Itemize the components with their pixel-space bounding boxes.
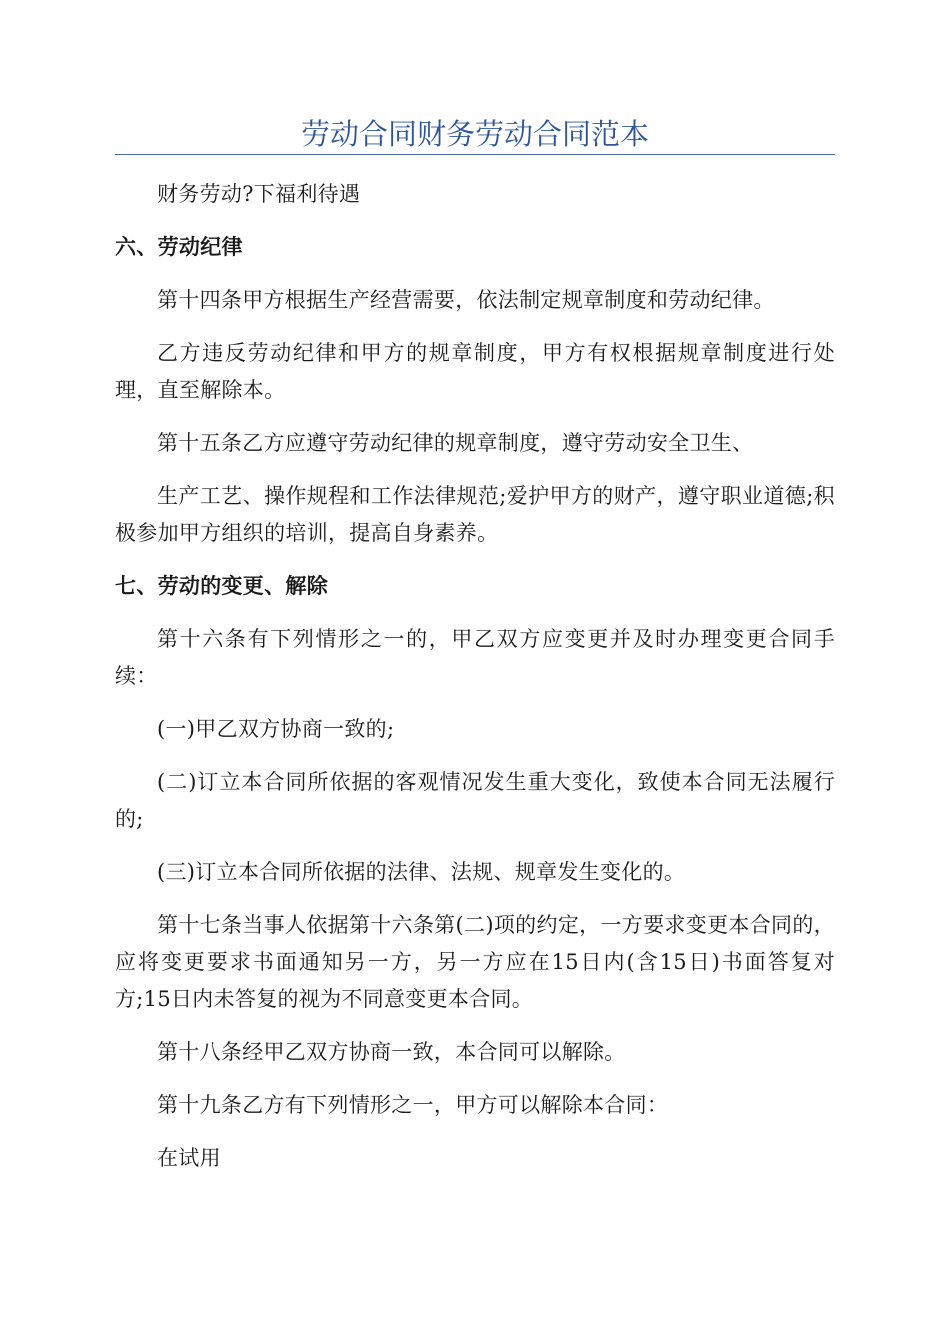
paragraph-violation: 乙方违反劳动纪律和甲方的规章制度，甲方有权根据规章制度进行处理，直至解除本。 — [115, 341, 835, 402]
document-title: 劳动合同财务劳动合同范本 — [300, 117, 649, 151]
list-item-2: (二)订立本合同所依据的客观情况发生重大变化，致使本合同无法履行的; — [115, 770, 835, 831]
title-underline — [115, 154, 835, 155]
paragraph-article-14: 第十四条甲方根据生产经营需要，依法制定规章制度和劳动纪律。 — [157, 288, 775, 312]
paragraph-article-15: 第十五条乙方应遵守劳动纪律的规章制度，遵守劳动安全卫生、 — [157, 431, 754, 455]
paragraph-article-18: 第十八条经甲乙双方协商一致，本合同可以解除。 — [157, 1040, 626, 1064]
paragraph-intro: 财务劳动?下福利待遇 — [157, 182, 361, 206]
paragraph-article-16: 第十六条有下列情形之一的，甲乙双方应变更并及时办理变更合同手续： — [115, 627, 835, 688]
paragraph-trial: 在试用 — [157, 1146, 221, 1170]
document-body — [115, 176, 835, 1193]
section-heading-6: 六、劳动纪律 — [115, 235, 243, 259]
paragraph-article-17: 第十七条当事人依据第十六条第(二)项的约定，一方要求变更本合同的，应将变更要求书面通知另一方，另一方应在15日内(含15日)书面答复对方;15日内未答复的视为不同意变更本合同。 — [115, 913, 835, 1011]
list-item-3: (三)订立本合同所依据的法律、法规、规章发生变化的。 — [157, 860, 686, 884]
list-item-1: (一)甲乙双方协商一致的; — [157, 717, 395, 741]
paragraph-obligations: 生产工艺、操作规程和工作法律规范;爱护甲方的财产，遵守职业道德;积极参加甲方组织的培训，提高自身素养。 — [115, 484, 835, 545]
section-heading-7: 七、劳动的变更、解除 — [115, 574, 328, 598]
paragraph-article-19: 第十九条乙方有下列情形之一，甲方可以解除本合同： — [157, 1093, 669, 1117]
